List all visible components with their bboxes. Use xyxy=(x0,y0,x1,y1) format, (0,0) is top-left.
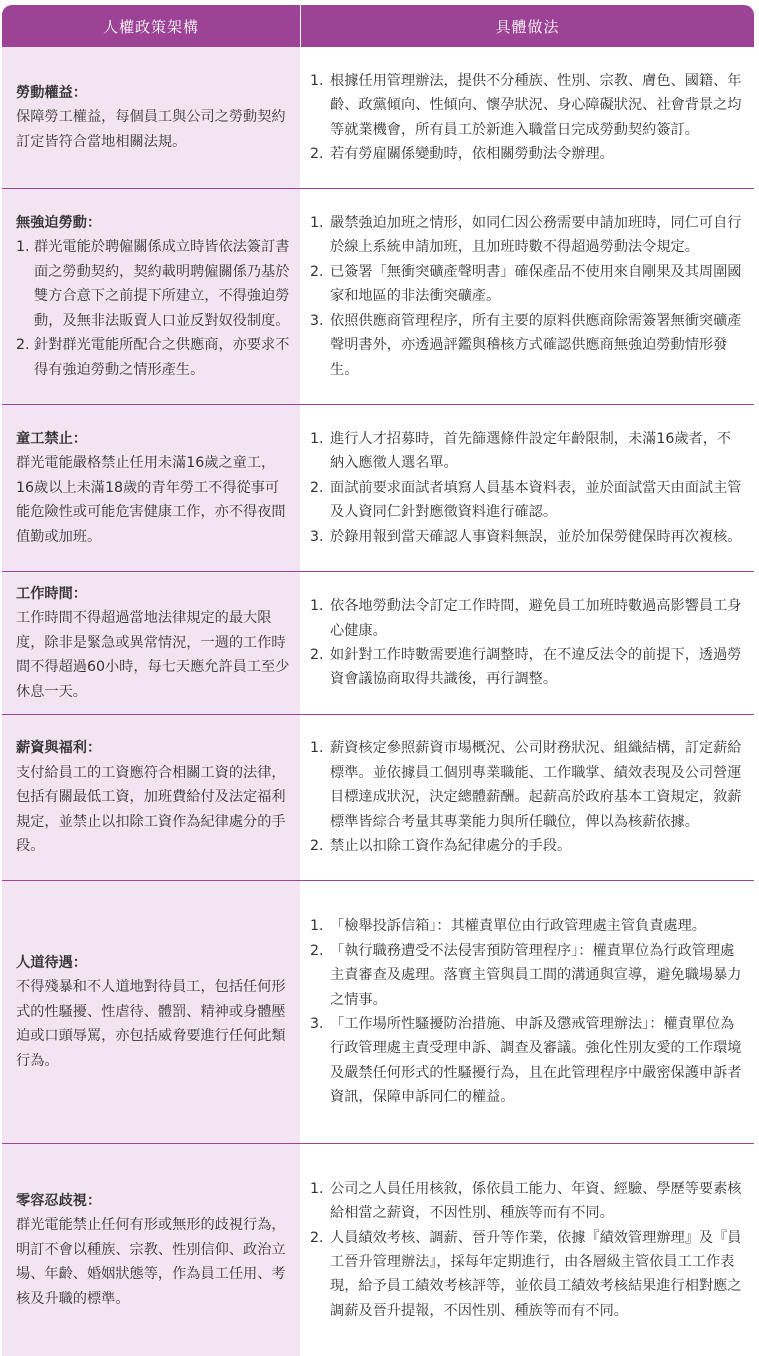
list-item: 1. 嚴禁強迫加班之情形，如同仁因公務需要申請加班時，同仁可自行於線上系統申請加班，且加班時數不得超過勞動法令規定。 xyxy=(310,215,742,256)
policy-title: 無強迫勞動： xyxy=(16,215,102,232)
policy-cell xyxy=(2,881,300,1143)
policy-description: 群光電能禁止任何有形或無形的歧視行為，明訂不會以種族、宗教、性別信仰、政治立場、年齡、婚姻狀態等，作為員工任用、考核及升職的標準。 xyxy=(16,1217,286,1307)
practice-list xyxy=(310,69,744,167)
table-row-labor-rights xyxy=(2,47,754,189)
list-item: 2. 若有勞雇關係變動時，依相關勞動法令辦理。 xyxy=(310,145,614,162)
list-item: 1. 薪資核定參照薪資市場概況、公司財務狀況、組織結構，訂定薪給標準。並依據員工個別專業職能、工作職掌、績效表現及公司營運目標達成狀況，決定總體薪酬。起薪高於政府基本工資規定，敘薪標準皆綜合考量其專業能力與所任職位，俾以為核薪依據。 xyxy=(310,740,742,830)
practice-list xyxy=(310,914,744,1109)
list-item: 2. 針對群光電能所配合之供應商，亦要求不得有強迫勞動之情形產生。 xyxy=(16,337,290,378)
policy-title: 零容忍歧視： xyxy=(16,1192,102,1209)
practice-cell xyxy=(300,572,754,714)
list-item: 1. 依各地勞動法令訂定工作時間，避免員工加班時數過高影響員工身心健康。 xyxy=(310,598,742,639)
list-item: 2. 禁止以扣除工資作為紀律處分的手段。 xyxy=(310,838,572,855)
practice-list xyxy=(310,736,744,858)
table-row-zero-discrimination xyxy=(2,1144,754,1356)
policy-cell xyxy=(2,47,300,188)
table-row-working-hours xyxy=(2,572,754,715)
policy-title: 工作時間： xyxy=(16,585,87,602)
policy-title: 童工禁止： xyxy=(16,430,87,447)
policy-cell xyxy=(2,572,300,714)
list-item: 1. 群光電能於聘僱關係成立時皆依法簽訂書面之勞動契約，契約載明聘僱關係乃基於雙方合意下之前提下所建立，不得強迫勞動，及無非法販賣人口並反對奴役制度。 xyxy=(16,239,290,329)
list-item: 2. 面試前要求面試者填寫人員基本資料表，並於面試當天由面試主管及人資同仁針對應徵資料進行確認。 xyxy=(310,479,742,521)
policy-description: 不得殘暴和不人道地對待員工，包括任何形式的性騷擾、性虐待、體罰、精神或身體壓迫或口頭辱罵，亦包括威脅要進行任何此類行為。 xyxy=(16,979,286,1069)
table-row-wages-benefits xyxy=(2,715,754,881)
list-item: 1. 公司之人員任用核敘，係依員工能力、年資、經驗、學歷等要素核給相當之薪資，不因性別、種族等而有不同。 xyxy=(310,1180,742,1222)
practice-list xyxy=(310,594,744,692)
table-header xyxy=(2,5,754,47)
practice-list xyxy=(310,1177,744,1323)
list-item: 1. 根據任用管理辦法，提供不分種族、性別、宗教、膚色、國籍、年齡、政黨傾向、性傾向、懷孕狀況、身心障礙狀況、社會背景之均等就業機會，所有員工於新進入職當日完成勞動契約簽訂。 xyxy=(310,72,742,138)
practice-cell xyxy=(300,405,754,571)
practice-cell xyxy=(300,47,754,188)
list-item: 3. 依照供應商管理程序，所有主要的原料供應商除需簽署無衝突礦產聲明書外，亦透過評鑑與稽核方式確認供應商無強迫勞動情形發生。 xyxy=(310,312,742,378)
list-item: 1. 進行人才招募時，首先篩選條件設定年齡限制，未滿16歲者，不納入應徵人選名單。 xyxy=(310,430,732,472)
list-item: 2. 已簽署「無衝突礦產聲明書」確保產品不使用來自剛果及其周圍國家和地區的非法衝突礦產。 xyxy=(310,263,742,305)
policy-description: 群光電能嚴格禁止任用未滿16歲之童工，16歲以上未滿18歲的青年勞工不得從事可能危險性或可能危害健康工作，亦不得夜間值勤或加班。 xyxy=(16,455,286,545)
header-practices: 具體做法 xyxy=(300,5,754,47)
list-item: 1. 「檢舉投訴信箱」：其權責單位由行政管理處主管負責處理。 xyxy=(310,918,706,935)
practice-cell xyxy=(300,881,754,1143)
policy-list xyxy=(16,235,290,381)
list-item: 2. 「執行職務遭受不法侵害預防管理程序」：權責單位為行政管理處主責審查及處理。落實主管與員工間的溝通與宣導，避免職場暴力之情事。 xyxy=(310,942,742,1008)
list-item: 2. 人員績效考核、調薪、晉升等作業，依據『績效管理辦理』及『員工晉升管理辦法』，採每年定期進行，由各層級主管依員工工作表現，給予員工績效考核評等，並依員工績效考核結果進行相對應之調薪及晉升提報，不因性別、種族等而有不同。 xyxy=(310,1229,742,1319)
policy-description: 工作時間不得超過當地法律規定的最大限度，除非是緊急或異常情況，一週的工作時間不得超過60小時，每七天應允許員工至少休息一天。 xyxy=(16,610,290,700)
list-item: 3. 於錄用報到當天確認人事資料無誤，並於加保勞健保時再次複核。 xyxy=(310,528,742,545)
header-policy-framework: 人權政策架構 xyxy=(102,17,199,36)
practice-cell xyxy=(300,189,754,404)
table-row-no-forced-labor xyxy=(2,189,754,405)
policy-title: 勞動權益： xyxy=(16,84,87,101)
practice-cell xyxy=(300,715,754,880)
practice-cell xyxy=(300,1144,754,1356)
policy-cell xyxy=(2,189,300,404)
table-row-child-labor xyxy=(2,405,754,572)
policy-description: 保障勞工權益，每個員工與公司之勞動契約訂定皆符合當地相關法規。 xyxy=(16,109,286,150)
table-row-humane-treatment xyxy=(2,881,754,1144)
list-item: 3. 「工作場所性騷擾防治措施、申訴及懲戒管理辦法」：權責單位為行政管理處主責受理申訴、調查及審議。強化性別友愛的工作環境及嚴禁任何形式的性騷擾行為，且在此管理程序中嚴密保護申訴者資訊，保障申訴同仁的權益。 xyxy=(310,1016,742,1106)
policy-cell xyxy=(2,1144,300,1356)
policy-description: 支付給員工的工資應符合相關工資的法律，包括有關最低工資，加班費給付及法定福利規定，並禁止以扣除工資作為紀律處分的手段。 xyxy=(16,764,286,855)
policy-title: 人道待遇： xyxy=(16,954,87,971)
policy-cell xyxy=(2,715,300,880)
policy-title: 薪資與福利： xyxy=(16,740,102,757)
human-rights-policy-table xyxy=(2,5,754,1356)
policy-cell xyxy=(2,405,300,571)
practice-list xyxy=(310,427,744,549)
list-item: 2. 如針對工作時數需要進行調整時，在不違反法令的前提下，透過勞資會議協商取得共識後，再行調整。 xyxy=(310,647,742,688)
practice-list xyxy=(310,211,744,382)
